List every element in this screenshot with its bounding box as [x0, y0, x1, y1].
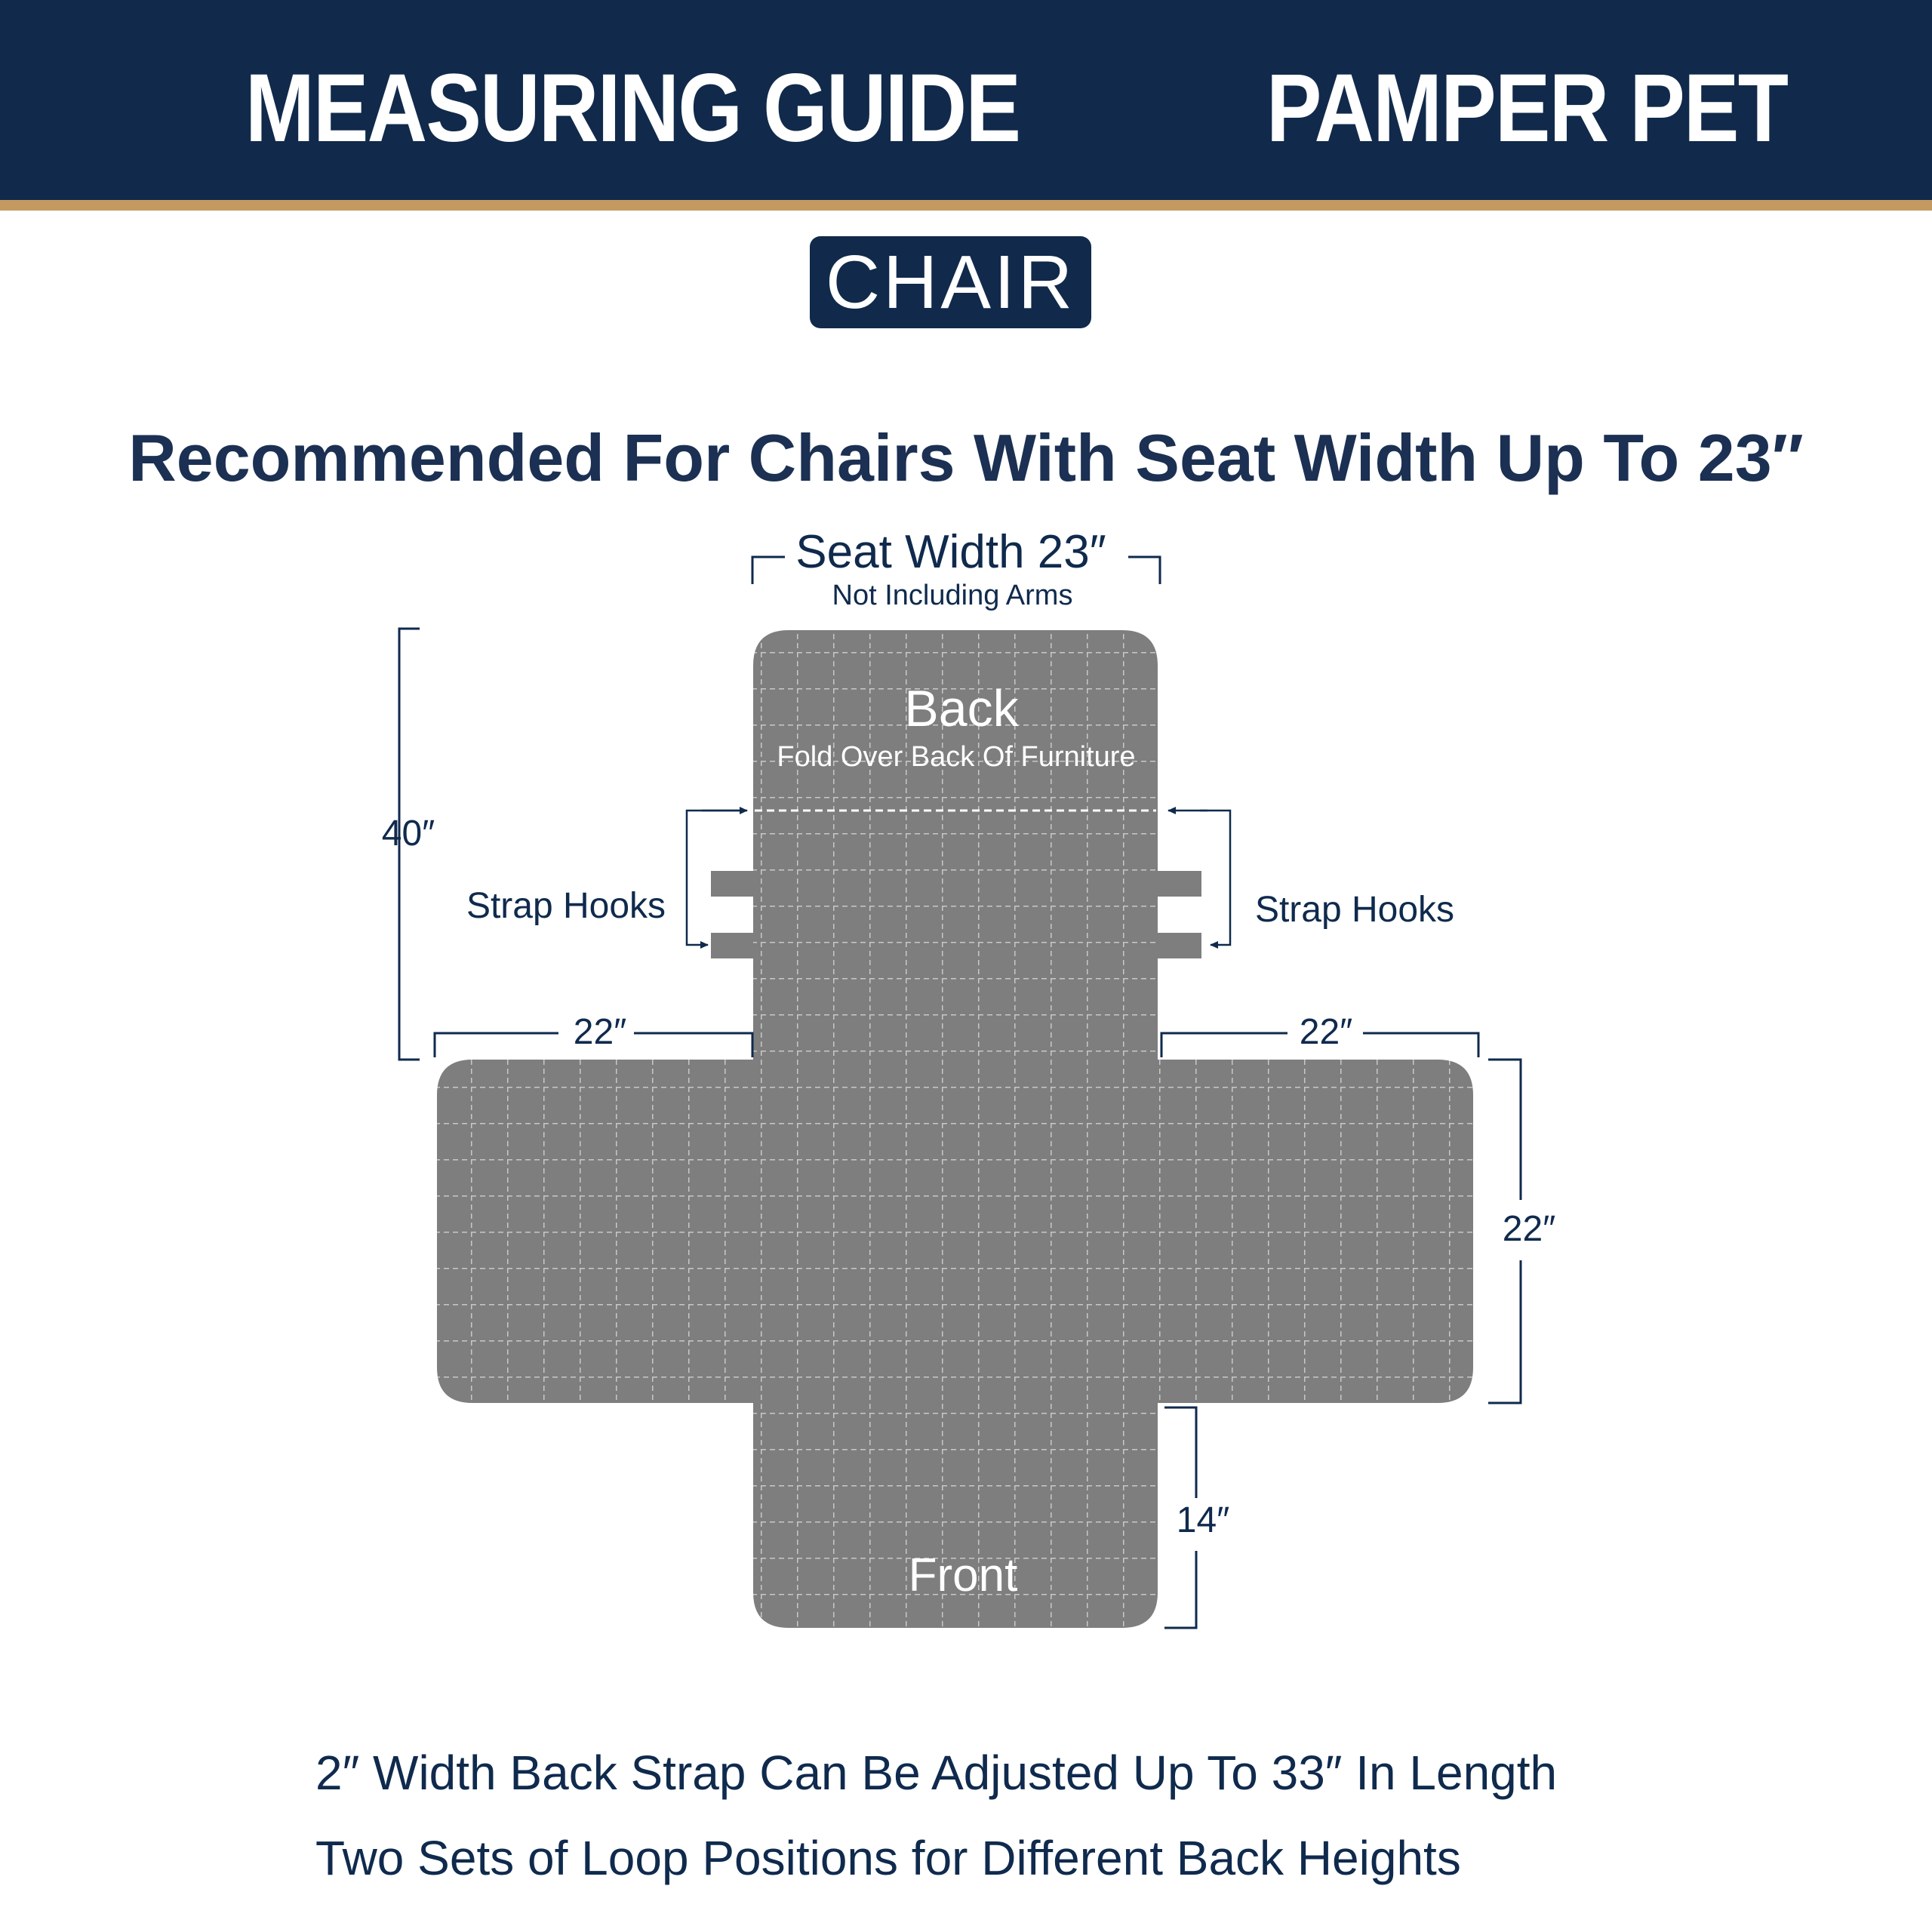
dim-line-front-drop-a	[1164, 1407, 1196, 1498]
dim-label-arm-left: 22″	[573, 1012, 627, 1052]
seat-width-note: Not Including Arms	[832, 580, 1073, 611]
dim-line-front-drop-b	[1164, 1551, 1196, 1628]
strap-hook-left-upper	[711, 871, 755, 897]
dim-line-arm-right-b	[1363, 1033, 1478, 1057]
seat-width-bracket-left	[752, 557, 785, 584]
front-label: Front	[908, 1549, 1018, 1601]
footer-loop-note: Two Sets of Loop Positions for Different Back Heights	[315, 1831, 1461, 1885]
product-type-badge: CHAIR	[810, 236, 1091, 328]
seat-width-label: Seat Width 23″	[795, 526, 1106, 578]
strap-hooks-label-right: Strap Hooks	[1254, 890, 1455, 930]
strap-hook-right-lower	[1156, 933, 1201, 958]
dim-line-arm-depth-b	[1488, 1260, 1521, 1403]
chair-cover-shape	[437, 630, 1473, 1628]
strap-hooks-label-left: Strap Hooks	[466, 886, 666, 926]
dim-label-arm-depth: 22″	[1502, 1209, 1556, 1249]
dim-label-front-drop: 14″	[1176, 1500, 1230, 1540]
dim-line-arm-right-a	[1161, 1033, 1287, 1057]
strap-hook-right-upper	[1156, 871, 1201, 897]
back-note: Fold Over Back Of Furniture	[777, 741, 1136, 773]
back-label: Back	[904, 680, 1019, 737]
dim-label-arm-right: 22″	[1299, 1012, 1353, 1052]
seat-width-bracket-right	[1128, 557, 1160, 584]
header-title-measuring-guide: MEASURING GUIDE	[245, 54, 1020, 162]
dim-line-arm-left-b	[634, 1033, 752, 1057]
dim-label-back-height: 40″	[381, 814, 435, 854]
strap-hook-left-lower	[711, 933, 755, 958]
header-brand-name: PAMPER PET	[1266, 54, 1788, 162]
recommendation-heading: Recommended For Chairs With Seat Width Up To 23″	[128, 420, 1804, 495]
dim-line-arm-left-a	[435, 1033, 558, 1057]
dim-line-arm-depth-a	[1488, 1060, 1521, 1200]
footer-strap-note: 2″ Width Back Strap Can Be Adjusted Up To 33″ In Length	[315, 1746, 1558, 1800]
strap-arrow-right-lower	[1200, 811, 1230, 945]
